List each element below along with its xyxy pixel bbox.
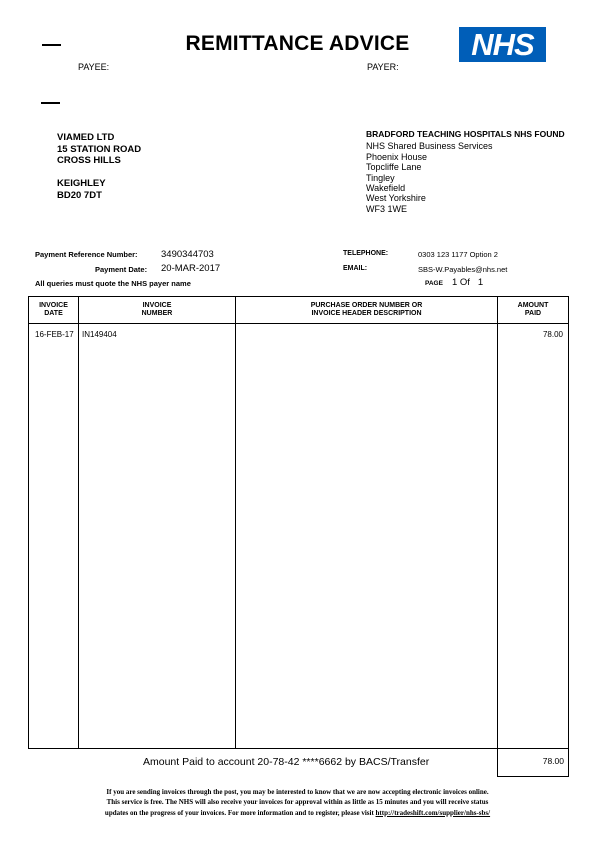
payee-address-line: 15 STATION ROAD [57, 143, 142, 155]
footer-line [0, 808, 595, 818]
payment-date-label: Payment Date: [95, 265, 148, 274]
footer-note [0, 787, 595, 818]
payee-address-line: KEIGHLEY [57, 178, 106, 189]
payer-address-line: Wakefield [366, 183, 406, 194]
payer-address [366, 129, 565, 214]
email-value: SBS-W.Payables@nhs.net [418, 265, 508, 274]
header-invoice-date: INVOICE DATE [29, 297, 79, 324]
page-label: PAGE [425, 280, 443, 287]
payer-name: BRADFORD TEACHING HOSPITALS NHS FOUND [366, 129, 565, 139]
payer-address-line: NHS Shared Business Services [366, 141, 493, 152]
telephone-value: 0303 123 1177 Option 2 [418, 250, 498, 259]
payer-address-line: WF3 1WE [366, 203, 408, 214]
cell-amount: 78.00 [498, 324, 569, 749]
fold-mark-bottom [41, 102, 60, 104]
payee-address-line: VIAMED LTD [57, 132, 115, 143]
payer-label: PAYER: [367, 62, 399, 72]
cell-description [236, 324, 498, 749]
payer-address-line: West Yorkshire [366, 193, 426, 204]
payment-summary: Amount Paid to account 20-78-42 ****6662 by BACS/Transfer [143, 756, 430, 768]
table-header-row [29, 297, 569, 324]
payee-address [57, 132, 141, 201]
nhs-logo: NHS [459, 27, 546, 62]
payee-address-line: BD20 7DT [57, 189, 102, 201]
footer-line: If you are sending invoices through the post, you may be interested to know that we are now accepting electronic invoices online. [106, 788, 489, 796]
payer-address-line: Topcliffe Lane [366, 162, 422, 173]
telephone-label: TELEPHONE: [343, 250, 389, 257]
header-invoice-number: INVOICE NUMBER [79, 297, 236, 324]
cell-invoice-number: IN149404 [79, 324, 236, 749]
queries-note: All queries must quote the NHS payer name [35, 279, 191, 288]
payee-label: PAYEE: [78, 62, 110, 72]
invoice-table [28, 296, 569, 749]
cell-invoice-date: 16-FEB-17 [29, 324, 79, 749]
payer-address-line: Phoenix House [366, 151, 428, 162]
payee-address-line: CROSS HILLS [57, 155, 121, 166]
payer-address-line: Tingley [366, 172, 395, 183]
payee-address-line [57, 167, 141, 179]
total-box [497, 749, 569, 777]
page-value: 1 Of 1 [452, 277, 484, 288]
table-row [29, 324, 569, 749]
payment-ref-label: Payment Reference Number: [35, 250, 138, 259]
payment-date-value: 20-MAR-2017 [161, 263, 221, 274]
footer-line: This service is free. The NHS will also receive your invoices for approval within as little as 15 minutes and you will receive status [106, 798, 489, 807]
email-label: EMAIL: [343, 265, 368, 272]
total-amount: 78.00 [542, 756, 564, 766]
document-title: REMITTANCE ADVICE [185, 32, 410, 55]
payment-ref-value: 3490344703 [161, 249, 214, 260]
header-amount-paid: AMOUNT PAID [498, 297, 569, 324]
footer-text: updates on the progress of your invoices. For more information and to register, please visit [104, 808, 376, 817]
tradeshift-link[interactable]: http://tradeshift.com/supplier/nhs-sbs/ [375, 808, 491, 817]
header-po-description: PURCHASE ORDER NUMBER OR INVOICE HEADER DESCRIPTION [236, 297, 498, 324]
